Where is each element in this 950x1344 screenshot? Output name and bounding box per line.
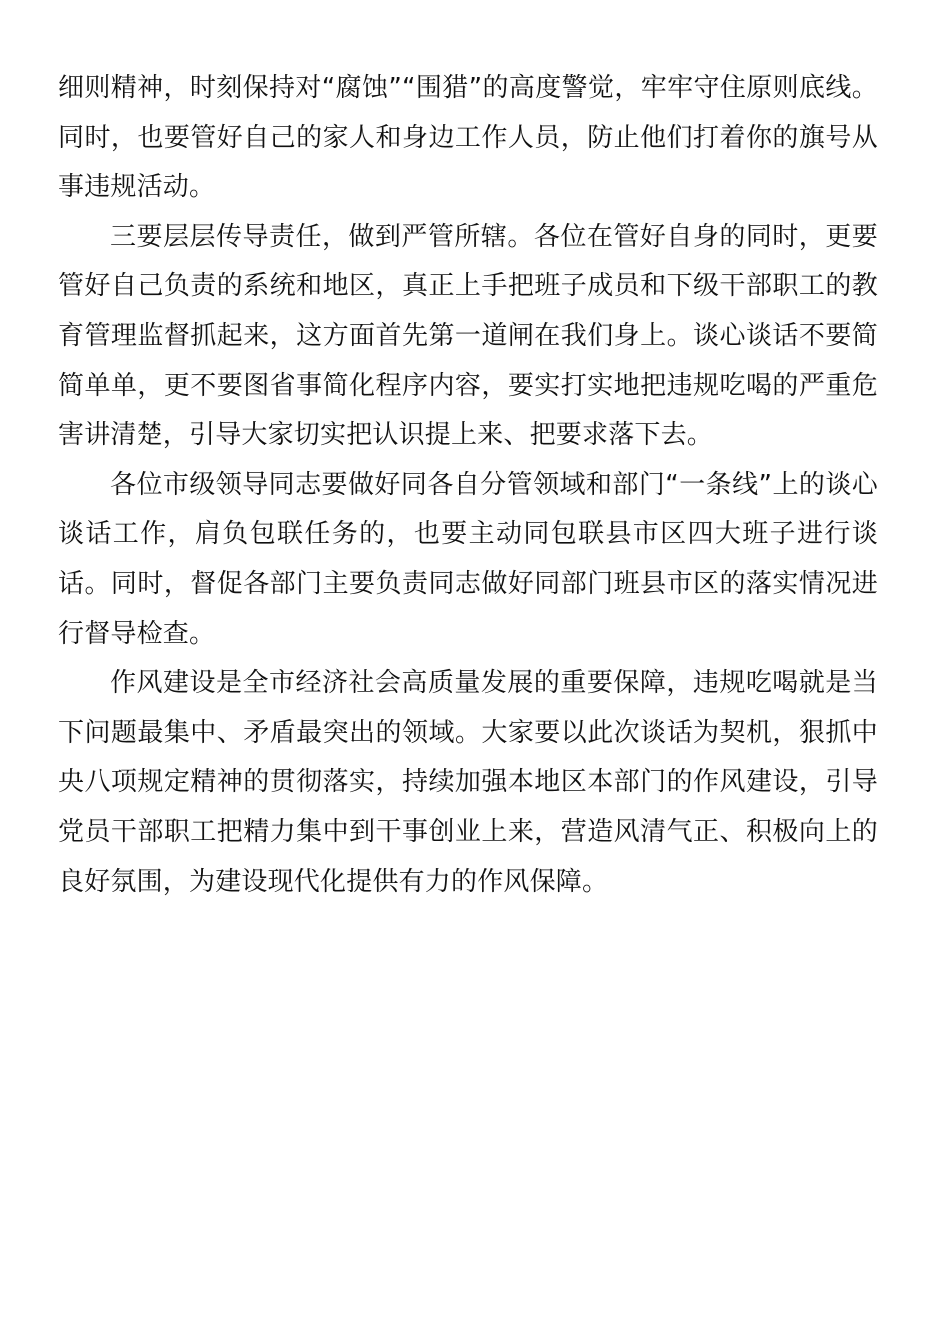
document-body [58,64,878,907]
paragraph-4: 作风建设是全市经济社会高质量发展的重要保障，违规吃喝就是当下问题最集中、矛盾最突出的领域。大家要以此次谈话为契机，狠抓中央八项规定精神的贯彻落实，持续加强本地区本部门的作风建设，引导党员干部职工把精力集中到干事创业上来，营造风清气正、积极向上的良好氛围，为建设现代化提供有力的作风保障。 [58,668,878,897]
paragraph-1: 细则精神，时刻保持对“腐蚀”“围猎”的高度警觉，牢牢守住原则底线。同时，也要管好自己的家人和身边工作人员，防止他们打着你的旗号从事违规活动。 [58,73,878,203]
paragraph-3: 各位市级领导同志要做好同各自分管领域和部门“一条线”上的谈心谈话工作，肩负包联任务的，也要主动同包联县市区四大班子进行谈话。同时，督促各部门主要负责同志做好同部门班县市区的落实情况进行督导检查。 [58,469,878,649]
paragraph-2: 三要层层传导责任，做到严管所辖。各位在管好自身的同时，更要管好自己负责的系统和地区，真正上手把班子成员和下级干部职工的教育管理监督抓起来，这方面首先第一道闸在我们身上。谈心谈话不要简简单单，更不要图省事简化程序内容，要实打实地把违规吃喝的严重危害讲清楚，引导大家切实把认识提上来、把要求落下去。 [58,221,878,451]
